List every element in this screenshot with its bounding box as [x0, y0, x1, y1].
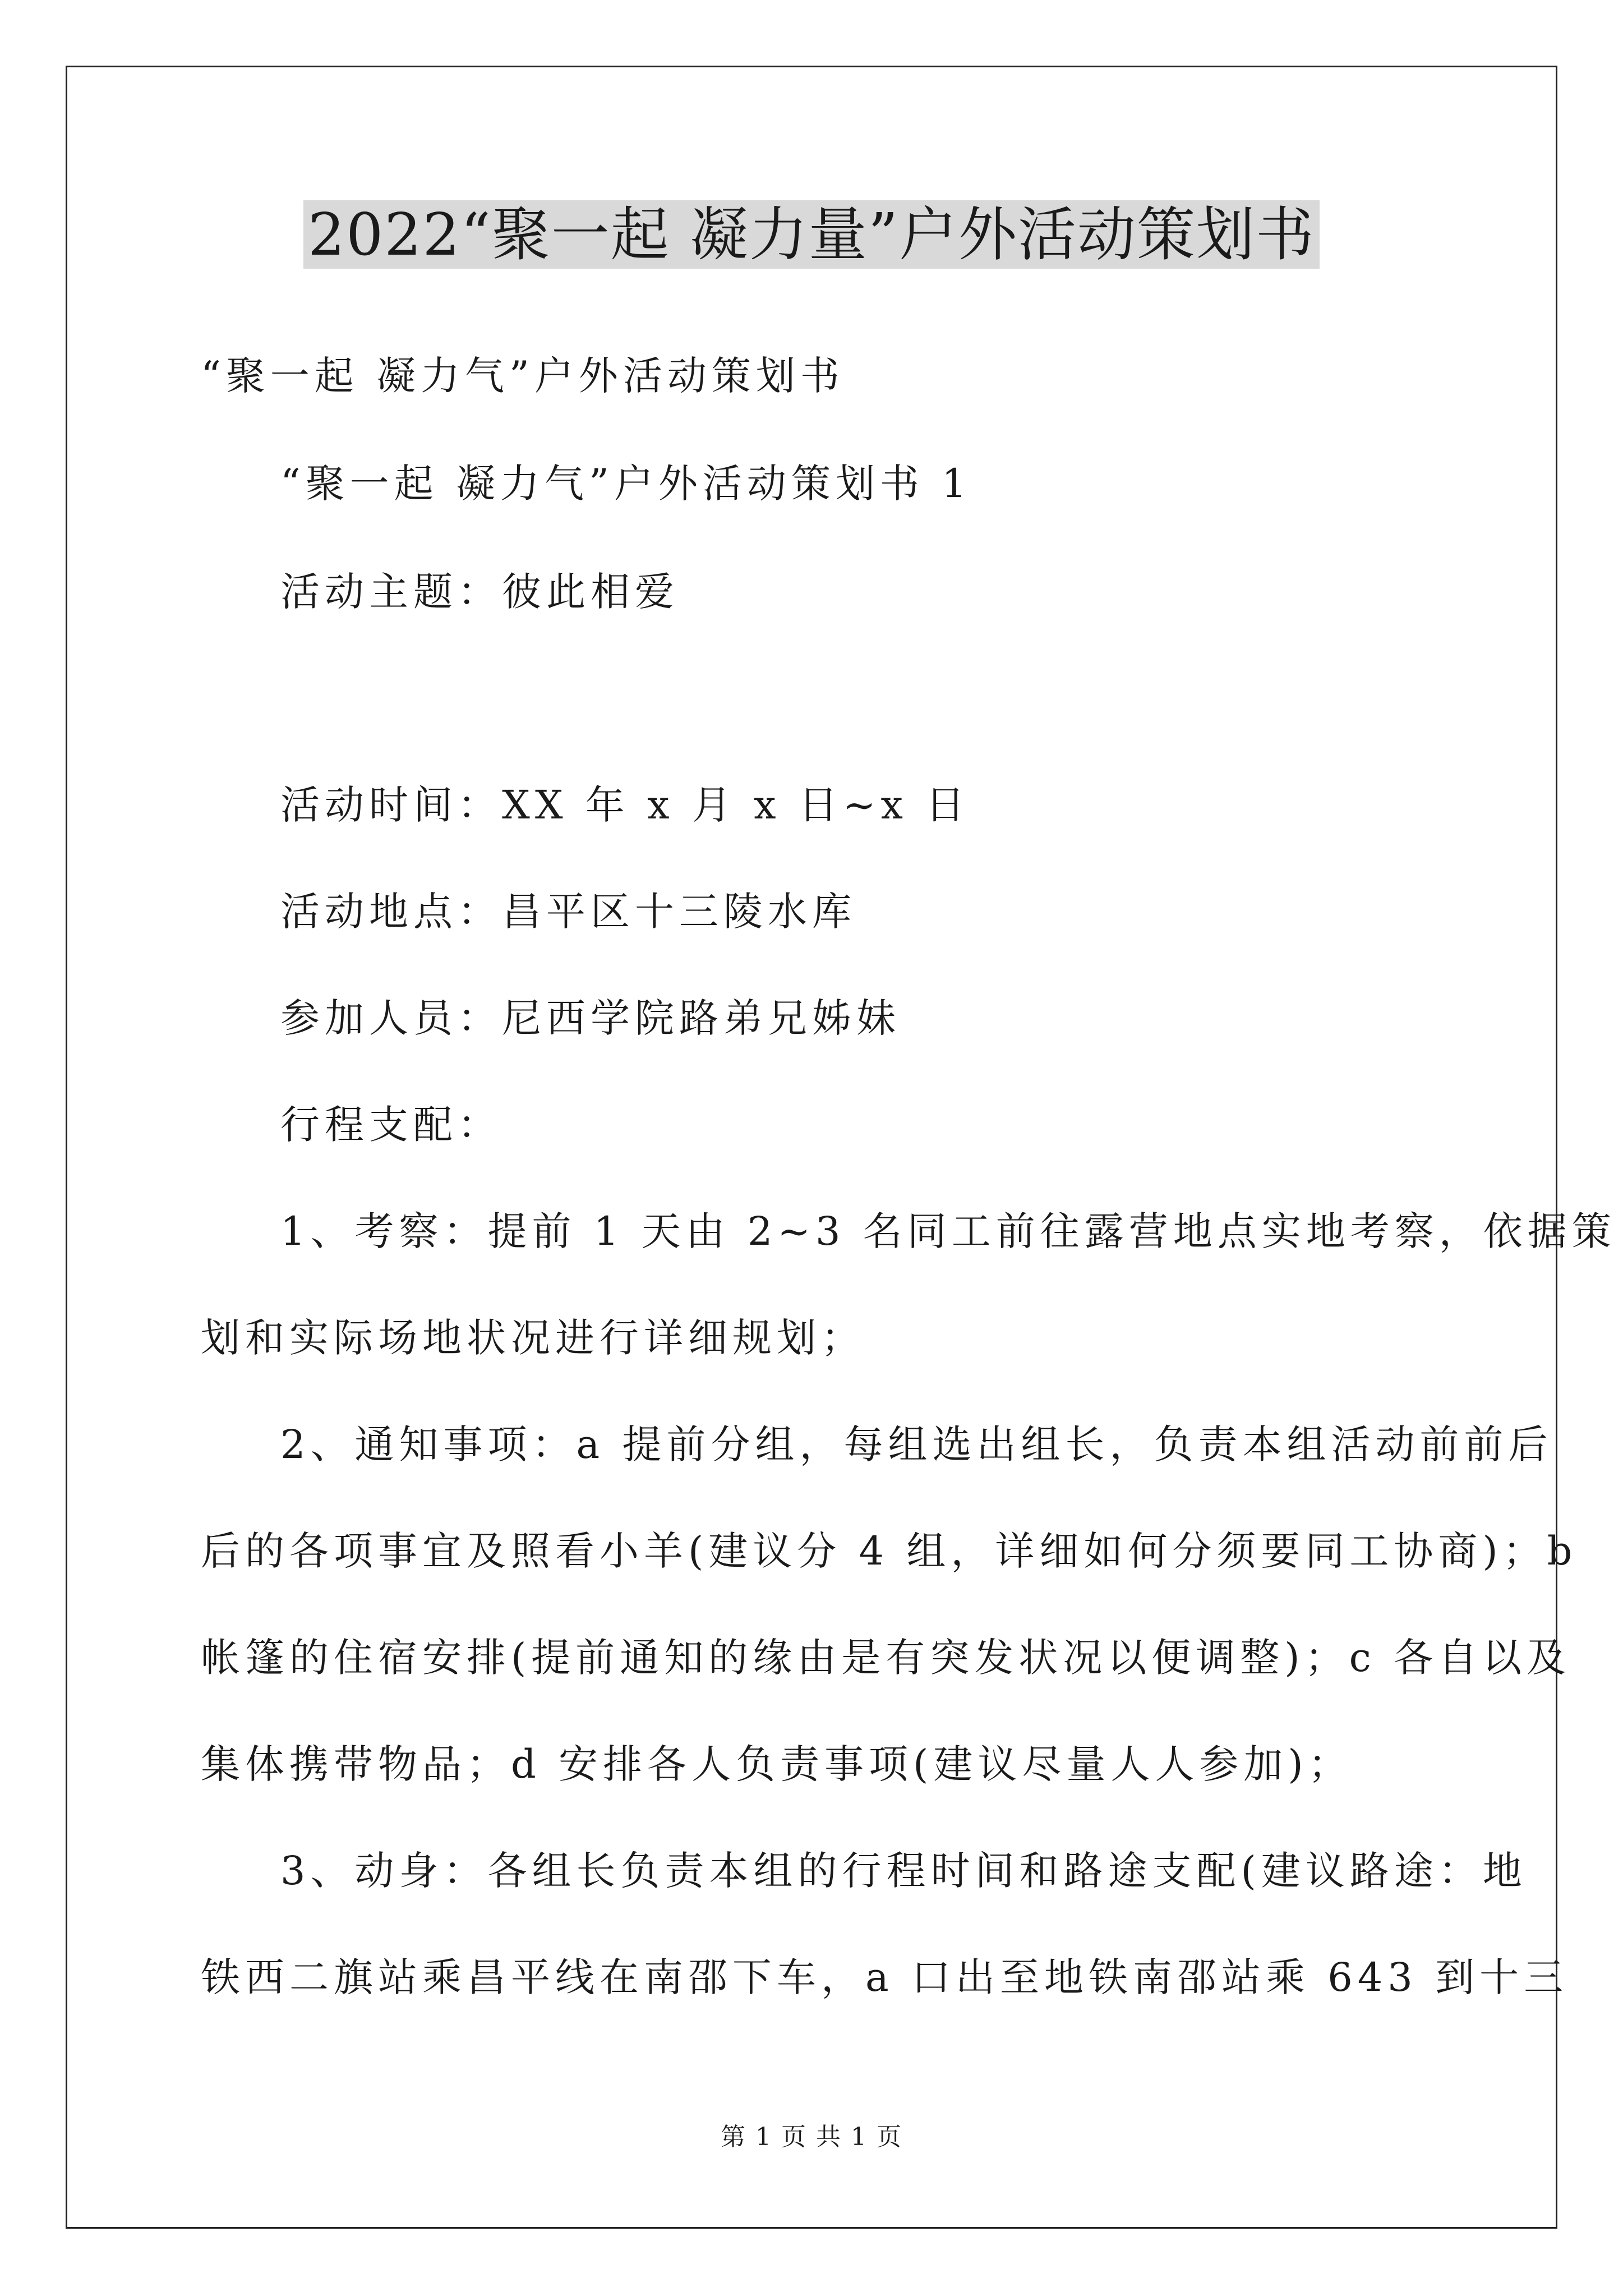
page-footer: 第 1 页 共 1 页 [721, 2123, 902, 2151]
document-title: 2022“聚一起 凝力量”户外活动策划书 [0, 195, 1623, 274]
paragraph-line: 3、动身：各组长负责本组的行程时间和路途支配(建议路途：地 [280, 1848, 1527, 1894]
activity-location: 活动地点：昌平区十三陵水库 [280, 889, 856, 935]
paragraph-line: 后的各项事宜及照看小羊(建议分 4 组，详细如何分须要同工协商)；b [201, 1528, 1578, 1574]
itinerary-heading: 行程支配： [280, 1102, 502, 1148]
paragraph-line: 帐篷的住宿安排(提前通知的缘由是有突发状况以便调整)；c 各自以及 [201, 1635, 1571, 1681]
subtitle-line: “聚一起 凝力气”户外活动策划书 [201, 353, 845, 399]
activity-time: 活动时间：XX 年 x 月 x 日~x 日 [280, 782, 970, 828]
participants: 参加人员：尼西学院路弟兄姊妹 [280, 995, 901, 1041]
paragraph-line: 划和实际场地状况进行详细规划； [201, 1315, 865, 1361]
activity-theme: 活动主题：彼此相爱 [280, 569, 679, 615]
section-heading: “聚一起 凝力气”户外活动策划书 1 [280, 461, 972, 507]
paragraph-line: 集体携带物品；d 安排各人负责事项(建议尽量人人参加)； [201, 1741, 1353, 1787]
paragraph-line: 铁西二旗站乘昌平线在南邵下车，a 口出至地铁南邵站乘 643 到十三 [201, 1954, 1569, 2000]
paragraph-line: 2、通知事项：a 提前分组，每组选出组长，负责本组活动前前后 [280, 1421, 1553, 1467]
paragraph-line: 1、考察：提前 1 天由 2~3 名同工前往露营地点实地考察，依据策 [280, 1208, 1616, 1254]
